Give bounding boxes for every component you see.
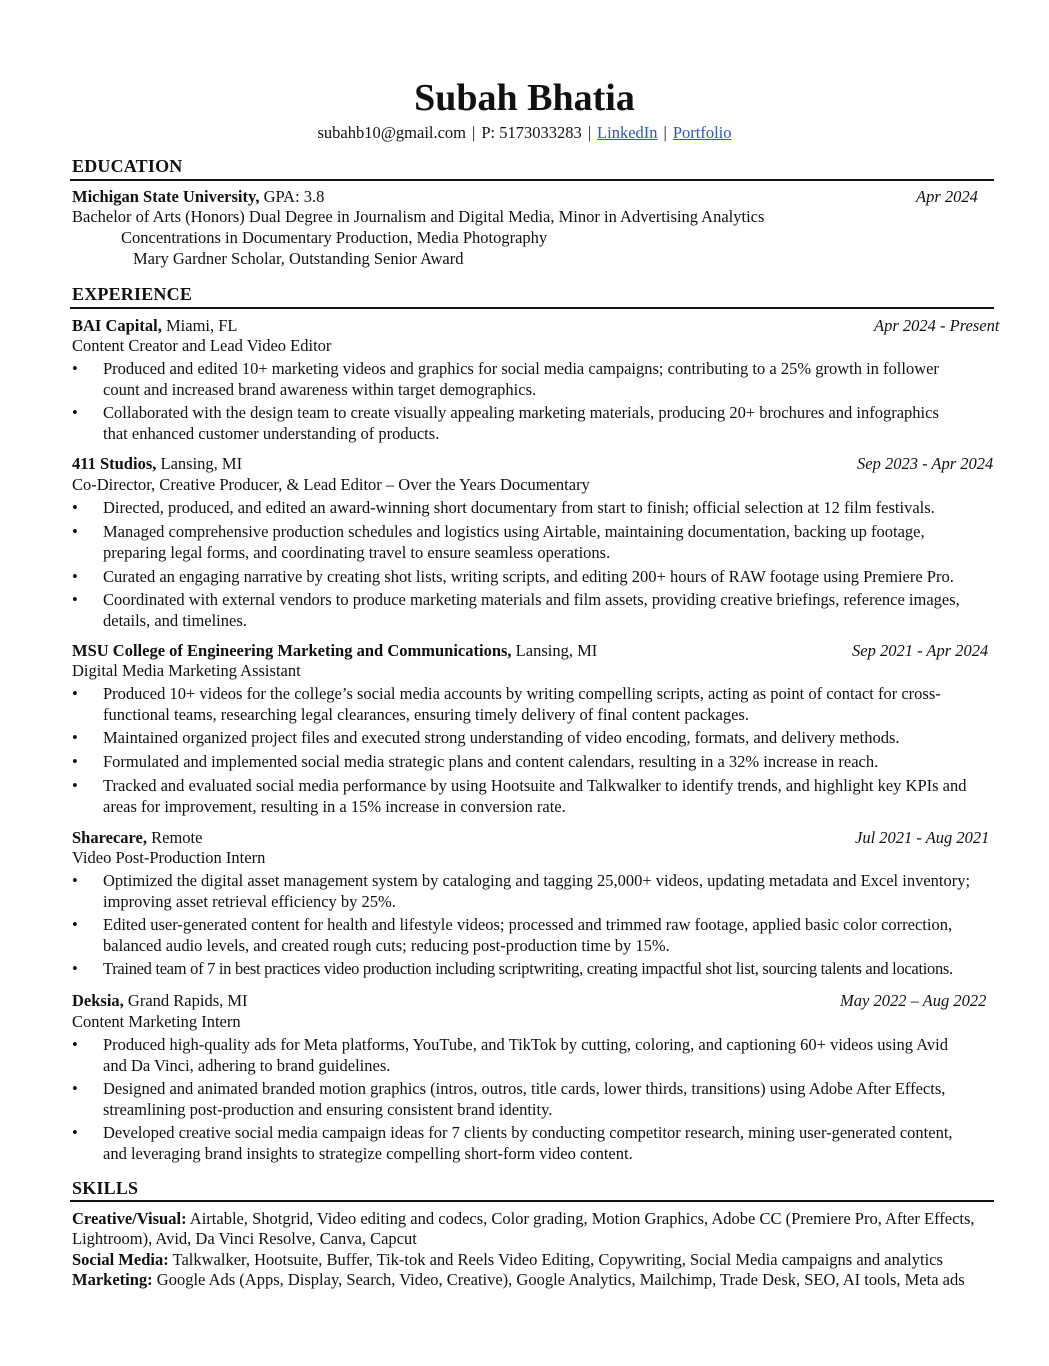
candidate-name: Subah Bhatia <box>414 77 635 119</box>
bullet-marker: • <box>72 915 78 934</box>
bullet-text: preparing legal forms, and coordinating travel to ensure seamless operations. <box>103 543 611 562</box>
concentrations-text: Concentrations in Documentary Production, Media Photography <box>121 228 548 247</box>
bullet-text: count and increased brand awareness within target demographics. <box>103 380 537 399</box>
bullet-text: improving asset retrieval efficiency by 25%. <box>103 892 396 911</box>
job-date: Jul 2021 - Aug 2021 <box>855 828 990 847</box>
company-name: BAI Capital, <box>72 316 162 335</box>
education-date: Apr 2024 <box>916 187 978 206</box>
bullet-text: that enhanced customer understanding of products. <box>103 424 440 443</box>
experience-heading: EXPERIENCE <box>72 284 193 304</box>
bullet-text: streamlining post-production and ensuring consistent brand identity. <box>103 1100 553 1119</box>
job-header <box>72 315 238 336</box>
separator: | <box>472 123 476 142</box>
job-location: Grand Rapids, MI <box>127 991 248 1010</box>
awards-text: Mary Gardner Scholar, Outstanding Senior Award <box>133 249 464 268</box>
job-date: Sep 2021 - Apr 2024 <box>852 641 989 660</box>
bullet-marker: • <box>72 752 78 771</box>
education-heading: EDUCATION <box>72 156 183 176</box>
skills-social-text: Talkwalker, Hootsuite, Buffer, Tik-tok and Reels Video Editing, Copywriting, Social Media campaigns and analytics <box>172 1250 943 1269</box>
job-header <box>72 453 242 474</box>
bullet-text: Formulated and implemented social media strategic plans and content calendars, resulting in a 32% increase in reach. <box>103 752 879 771</box>
bullet-text: and Da Vinci, adhering to brand guidelines. <box>103 1056 391 1075</box>
job-role: Video Post-Production Intern <box>72 848 266 867</box>
job-location: Miami, FL <box>165 316 238 335</box>
bullet-text: and leveraging brand insights to strategize compelling short-form video content. <box>103 1144 633 1163</box>
bullet-text: Trained team of 7 in best practices video production including scriptwriting, creating impactful shot list, sourcing talents and locations. <box>103 959 953 978</box>
bullet-marker: • <box>72 728 78 747</box>
job-role: Content Marketing Intern <box>72 1012 241 1031</box>
skills-creative-text-continued: Lightroom), Avid, Da Vinci Resolve, Canva, Capcut <box>72 1229 417 1248</box>
section-divider <box>70 1200 994 1202</box>
job-date: Sep 2023 - Apr 2024 <box>857 454 994 473</box>
school-name: Michigan State University, <box>72 187 260 206</box>
skills-marketing-text: Google Ads (Apps, Display, Search, Video, Creative), Google Analytics, Mailchimp, Trade Desk, SEO, AI tools, Meta ads <box>156 1270 965 1289</box>
bullet-marker: • <box>72 567 78 586</box>
bullet-text: Directed, produced, and edited an award-winning short documentary from start to finish; official selection at 12 film festivals. <box>103 498 935 517</box>
contact-line <box>0 122 1049 144</box>
education-school-line <box>72 186 324 207</box>
bullet-text: Produced high-quality ads for Meta platforms, YouTube, and TikTok by cutting, coloring, and captioning 60+ videos using Avid <box>103 1035 949 1054</box>
gpa: GPA: 3.8 <box>263 187 325 206</box>
bullet-marker: • <box>72 1079 78 1098</box>
bullet-text: balanced audio levels, and created rough cuts; reducing post-production time by 15%. <box>103 936 670 955</box>
skills-marketing-label: Marketing: <box>72 1270 153 1289</box>
bullet-text: Produced 10+ videos for the college’s social media accounts by writing compelling scripts, acting as point of contact for cross- <box>103 684 941 703</box>
job-location: Remote <box>151 828 203 847</box>
skills-marketing-line <box>72 1269 965 1290</box>
degree-text: Bachelor of Arts (Honors) Dual Degree in Journalism and Digital Media, Minor in Advertising Analytics <box>72 207 765 226</box>
bullet-text: Tracked and evaluated social media performance by using Hootsuite and Talkwalker to identify trends, and highlight key KPIs and <box>103 776 967 795</box>
separator: | <box>663 123 667 142</box>
bullet-text: Designed and animated branded motion graphics (intros, outros, title cards, lower thirds, transitions) using Adobe After Effects, <box>103 1079 946 1098</box>
bullet-text: Curated an engaging narrative by creating shot lists, writing scripts, and editing 200+ hours of RAW footage using Premiere Pro. <box>103 567 954 586</box>
job-header <box>72 827 202 848</box>
company-name: Deksia, <box>72 991 124 1010</box>
skills-creative-line <box>72 1208 975 1229</box>
job-header <box>72 990 248 1011</box>
section-divider <box>70 307 994 309</box>
job-location: Lansing, MI <box>515 641 598 660</box>
bullet-text: Managed comprehensive production schedules and logistics using Airtable, maintaining documentation, backing up footage, <box>103 522 925 541</box>
bullet-text: areas for improvement, resulting in a 15% increase in conversion rate. <box>103 797 566 816</box>
section-divider <box>70 179 994 181</box>
job-role: Co-Director, Creative Producer, & Lead Editor – Over the Years Documentary <box>72 475 590 494</box>
bullet-marker: • <box>72 959 78 978</box>
job-location: Lansing, MI <box>160 454 243 473</box>
bullet-text: Optimized the digital asset management system by cataloging and tagging 25,000+ videos, updating metadata and Excel inventory; <box>103 871 971 890</box>
bullet-text: Developed creative social media campaign ideas for 7 clients by conducting competitor research, mining user-generated content, <box>103 1123 953 1142</box>
bullet-marker: • <box>72 1123 78 1142</box>
bullet-text: Edited user-generated content for health and lifestyle videos; processed and trimmed raw footage, applied basic color correction, <box>103 915 953 934</box>
bullet-text: details, and timelines. <box>103 611 247 630</box>
skills-social-label: Social Media: <box>72 1250 169 1269</box>
separator: | <box>587 123 592 142</box>
company-name: MSU College of Engineering Marketing and Communications, <box>72 641 512 660</box>
bullet-marker: • <box>72 498 78 517</box>
job-date: Apr 2024 - Present <box>874 316 1000 335</box>
bullet-marker: • <box>72 590 78 609</box>
email-text: subahb10@gmail.com <box>317 123 467 142</box>
bullet-marker: • <box>72 359 78 378</box>
job-date: May 2022 – Aug 2022 <box>840 991 987 1010</box>
bullet-marker: • <box>72 871 78 890</box>
bullet-marker: • <box>72 684 78 703</box>
bullet-marker: • <box>72 403 78 422</box>
skills-creative-text: Airtable, Shotgrid, Video editing and codecs, Color grading, Motion Graphics, Adobe CC (Premiere Pro, After Effects, <box>189 1209 975 1228</box>
bullet-marker: • <box>72 1035 78 1054</box>
company-name: 411 Studios, <box>72 454 157 473</box>
bullet-marker: • <box>72 776 78 795</box>
linkedin-link[interactable]: LinkedIn <box>597 123 658 142</box>
skills-heading: SKILLS <box>72 1178 139 1198</box>
bullet-text: Collaborated with the design team to create visually appealing marketing materials, producing 20+ brochures and infographics <box>103 403 939 422</box>
skills-social-line <box>72 1249 943 1270</box>
job-role: Content Creator and Lead Video Editor <box>72 336 332 355</box>
bullet-text: Produced and edited 10+ marketing videos and graphics for social media campaigns; contributing to a 25% growth in follower <box>103 359 939 378</box>
bullet-marker: • <box>72 522 78 541</box>
skills-creative-label: Creative/Visual: <box>72 1209 187 1228</box>
portfolio-link[interactable]: Portfolio <box>672 123 732 142</box>
company-name: Sharecare, <box>72 828 147 847</box>
job-header <box>72 640 597 661</box>
bullet-text: functional teams, researching legal clearances, ensuring timely delivery of final content packages. <box>103 705 749 724</box>
job-role: Digital Media Marketing Assistant <box>72 661 301 680</box>
phone-text: P: 5173033283 <box>481 123 582 142</box>
bullet-text: Coordinated with external vendors to produce marketing materials and film assets, providing creative briefings, reference images, <box>103 590 960 609</box>
bullet-text: Maintained organized project files and executed strong understanding of video encoding, formats, and delivery methods. <box>103 728 900 747</box>
